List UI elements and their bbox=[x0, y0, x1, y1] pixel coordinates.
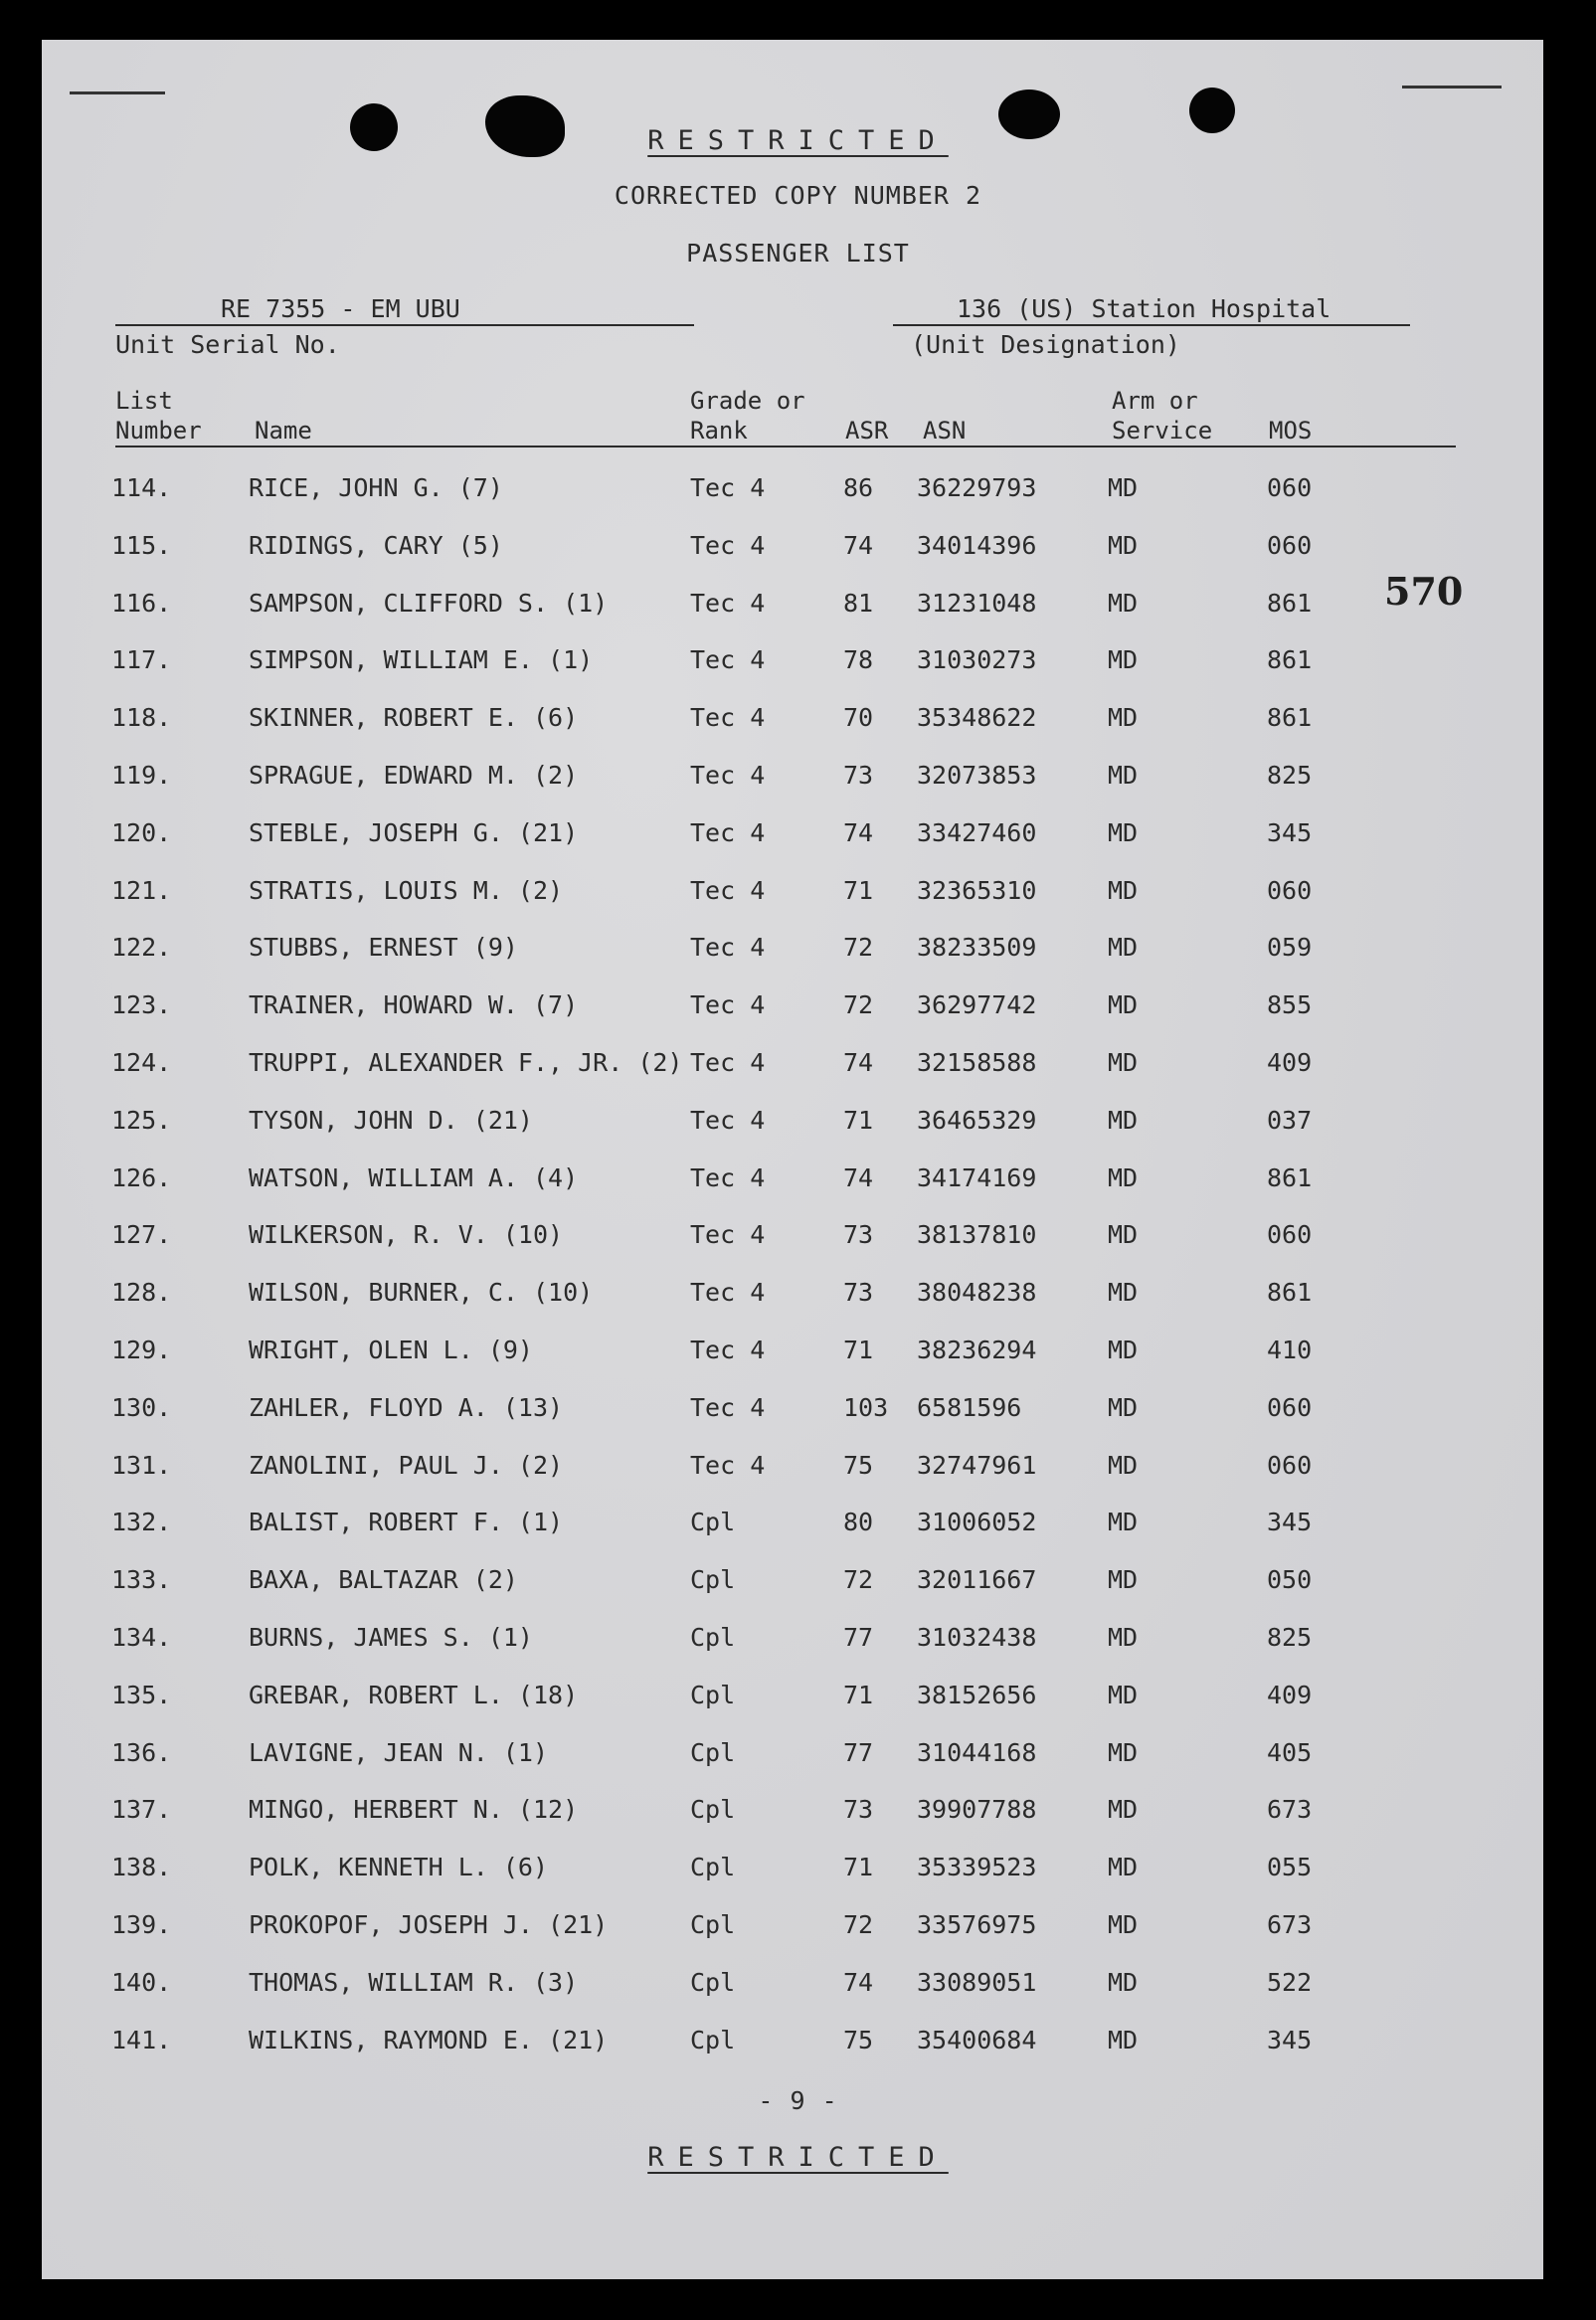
table-row bbox=[0, 1393, 1596, 1433]
col-header-list-number-line2: Number bbox=[115, 417, 202, 445]
passenger-name-cell: WILSON, BURNER, C. (10) bbox=[249, 1278, 594, 1308]
table-row bbox=[0, 1738, 1596, 1778]
arm-service-cell: MD bbox=[1108, 990, 1139, 1020]
mos-cell: 345 bbox=[1267, 2025, 1313, 2054]
mos-cell: 059 bbox=[1267, 933, 1313, 963]
asr-cell: 71 bbox=[843, 1680, 874, 1709]
page-stamp-number: 570 bbox=[1384, 569, 1464, 614]
asr-cell: 72 bbox=[843, 1565, 874, 1595]
arm-service-cell: MD bbox=[1108, 1795, 1139, 1825]
asn-cell: 39907788 bbox=[917, 1795, 1037, 1825]
asr-cell: 71 bbox=[843, 1336, 874, 1364]
list-number-cell: 134. bbox=[111, 1623, 172, 1652]
grade-cell: Cpl bbox=[690, 1795, 736, 1825]
asn-cell: 32365310 bbox=[917, 875, 1037, 905]
asn-cell: 35339523 bbox=[917, 1853, 1037, 1882]
arm-service-cell: MD bbox=[1108, 1508, 1139, 1537]
asr-cell: 81 bbox=[843, 588, 874, 618]
unit-serial-label: Unit Serial No. bbox=[115, 330, 340, 359]
table-row bbox=[0, 589, 1596, 628]
passenger-name-cell: WILKERSON, R. V. (10) bbox=[249, 1220, 564, 1250]
mos-cell: 060 bbox=[1267, 473, 1313, 502]
list-number-cell: 139. bbox=[111, 1910, 172, 1939]
asn-cell: 32747961 bbox=[917, 1450, 1037, 1480]
grade-cell: Tec 4 bbox=[690, 990, 766, 1020]
arm-service-cell: MD bbox=[1108, 703, 1139, 733]
mos-cell: 861 bbox=[1267, 1278, 1313, 1308]
asn-cell: 31032438 bbox=[917, 1623, 1037, 1652]
grade-cell: Tec 4 bbox=[690, 1048, 766, 1077]
table-row bbox=[0, 1220, 1596, 1260]
grade-cell: Cpl bbox=[690, 1508, 736, 1537]
mos-cell: 522 bbox=[1267, 1967, 1313, 1997]
asn-cell: 35400684 bbox=[917, 2025, 1037, 2054]
asn-cell: 31006052 bbox=[917, 1508, 1037, 1537]
asn-cell: 38048238 bbox=[917, 1278, 1037, 1308]
asr-cell: 74 bbox=[843, 817, 874, 847]
grade-cell: Cpl bbox=[690, 1853, 736, 1882]
asr-cell: 74 bbox=[843, 530, 874, 560]
table-row bbox=[0, 1910, 1596, 1950]
arm-service-cell: MD bbox=[1108, 1392, 1139, 1422]
mos-cell: 861 bbox=[1267, 1162, 1313, 1192]
mos-cell: 405 bbox=[1267, 1737, 1313, 1767]
asn-cell: 35348622 bbox=[917, 703, 1037, 733]
edge-mark-left bbox=[70, 91, 165, 94]
asr-cell: 71 bbox=[843, 1105, 874, 1135]
passenger-name-cell: LAVIGNE, JEAN N. (1) bbox=[249, 1737, 549, 1767]
asn-cell: 31044168 bbox=[917, 1737, 1037, 1767]
passenger-name-cell: ZAHLER, FLOYD A. (13) bbox=[249, 1392, 564, 1422]
list-number-cell: 124. bbox=[111, 1048, 172, 1077]
grade-cell: Cpl bbox=[690, 1737, 736, 1767]
list-number-cell: 141. bbox=[111, 2025, 172, 2054]
passenger-name-cell: POLK, KENNETH L. (6) bbox=[249, 1853, 549, 1882]
arm-service-cell: MD bbox=[1108, 1853, 1139, 1882]
passenger-name-cell: GREBAR, ROBERT L. (18) bbox=[249, 1680, 579, 1709]
asn-cell: 32011667 bbox=[917, 1565, 1037, 1595]
list-number-cell: 123. bbox=[111, 990, 172, 1020]
mos-cell: 409 bbox=[1267, 1680, 1313, 1709]
mos-cell: 037 bbox=[1267, 1105, 1313, 1135]
passenger-name-cell: RIDINGS, CARY (5) bbox=[249, 530, 503, 560]
asn-cell: 34174169 bbox=[917, 1162, 1037, 1192]
passenger-name-cell: SPRAGUE, EDWARD M. (2) bbox=[249, 761, 579, 790]
mos-cell: 060 bbox=[1267, 1392, 1313, 1422]
asr-cell: 71 bbox=[843, 875, 874, 905]
mos-cell: 855 bbox=[1267, 990, 1313, 1020]
list-number-cell: 135. bbox=[111, 1680, 172, 1709]
classification-header: RESTRICTED bbox=[647, 125, 949, 156]
list-number-cell: 115. bbox=[111, 530, 172, 560]
asr-cell: 73 bbox=[843, 1278, 874, 1308]
page-number: - 9 - bbox=[758, 2086, 838, 2115]
asr-cell: 74 bbox=[843, 1048, 874, 1077]
column-header-rule bbox=[115, 446, 1456, 447]
mos-cell: 861 bbox=[1267, 645, 1313, 675]
asn-cell: 36465329 bbox=[917, 1105, 1037, 1135]
table-row bbox=[0, 1278, 1596, 1318]
asr-cell: 72 bbox=[843, 1910, 874, 1939]
passenger-name-cell: SAMPSON, CLIFFORD S. (1) bbox=[249, 588, 609, 618]
list-number-cell: 130. bbox=[111, 1392, 172, 1422]
mos-cell: 060 bbox=[1267, 1450, 1313, 1480]
arm-service-cell: MD bbox=[1108, 588, 1139, 618]
mos-cell: 410 bbox=[1267, 1336, 1313, 1364]
arm-service-cell: MD bbox=[1108, 1278, 1139, 1308]
arm-service-cell: MD bbox=[1108, 1048, 1139, 1077]
passenger-name-cell: TYSON, JOHN D. (21) bbox=[249, 1105, 533, 1135]
table-row bbox=[0, 1048, 1596, 1088]
arm-service-cell: MD bbox=[1108, 1967, 1139, 1997]
grade-cell: Cpl bbox=[690, 1565, 736, 1595]
asr-cell: 73 bbox=[843, 1220, 874, 1250]
table-row bbox=[0, 1106, 1596, 1146]
asr-cell: 71 bbox=[843, 1853, 874, 1882]
mos-cell: 825 bbox=[1267, 761, 1313, 790]
asn-cell: 36229793 bbox=[917, 473, 1037, 502]
arm-service-cell: MD bbox=[1108, 1336, 1139, 1364]
asr-cell: 75 bbox=[843, 1450, 874, 1480]
table-row bbox=[0, 1451, 1596, 1491]
passenger-name-cell: SIMPSON, WILLIAM E. (1) bbox=[249, 645, 594, 675]
list-number-cell: 118. bbox=[111, 703, 172, 733]
col-header-arm-line2: Service bbox=[1112, 417, 1213, 445]
arm-service-cell: MD bbox=[1108, 817, 1139, 847]
list-number-cell: 121. bbox=[111, 875, 172, 905]
list-number-cell: 116. bbox=[111, 588, 172, 618]
passenger-name-cell: RICE, JOHN G. (7) bbox=[249, 473, 503, 502]
table-row bbox=[0, 473, 1596, 513]
list-number-cell: 127. bbox=[111, 1220, 172, 1250]
table-row bbox=[0, 703, 1596, 743]
asn-cell: 31030273 bbox=[917, 645, 1037, 675]
asn-cell: 33576975 bbox=[917, 1910, 1037, 1939]
table-row bbox=[0, 761, 1596, 801]
list-number-cell: 119. bbox=[111, 761, 172, 790]
copy-number-label: CORRECTED COPY NUMBER 2 bbox=[614, 181, 982, 210]
grade-cell: Tec 4 bbox=[690, 817, 766, 847]
arm-service-cell: MD bbox=[1108, 1623, 1139, 1652]
grade-cell: Cpl bbox=[690, 1623, 736, 1652]
mos-cell: 050 bbox=[1267, 1565, 1313, 1595]
passenger-name-cell: THOMAS, WILLIAM R. (3) bbox=[249, 1967, 579, 1997]
mos-cell: 861 bbox=[1267, 703, 1313, 733]
list-number-cell: 138. bbox=[111, 1853, 172, 1882]
passenger-name-cell: STUBBS, ERNEST (9) bbox=[249, 933, 518, 963]
table-row bbox=[0, 1623, 1596, 1663]
col-header-arm bbox=[1112, 386, 1212, 446]
grade-cell: Tec 4 bbox=[690, 530, 766, 560]
asr-cell: 74 bbox=[843, 1162, 874, 1192]
asn-cell: 33089051 bbox=[917, 1967, 1037, 1997]
col-header-mos: MOS bbox=[1269, 417, 1313, 445]
arm-service-cell: MD bbox=[1108, 1910, 1139, 1939]
table-row bbox=[0, 933, 1596, 973]
grade-cell: Cpl bbox=[690, 2025, 736, 2054]
list-number-cell: 126. bbox=[111, 1162, 172, 1192]
table-row bbox=[0, 990, 1596, 1030]
mos-cell: 409 bbox=[1267, 1048, 1313, 1077]
unit-serial-value: RE 7355 - EM UBU bbox=[221, 294, 460, 323]
grade-cell: Tec 4 bbox=[690, 933, 766, 963]
edge-mark-right bbox=[1402, 86, 1502, 89]
table-row bbox=[0, 1163, 1596, 1203]
mos-cell: 825 bbox=[1267, 1623, 1313, 1652]
arm-service-cell: MD bbox=[1108, 2025, 1139, 2054]
mos-cell: 861 bbox=[1267, 588, 1313, 618]
col-header-asr: ASR bbox=[845, 417, 889, 445]
list-number-cell: 131. bbox=[111, 1450, 172, 1480]
table-row bbox=[0, 1853, 1596, 1892]
table-row bbox=[0, 1968, 1596, 2008]
arm-service-cell: MD bbox=[1108, 1220, 1139, 1250]
col-header-name: Name bbox=[255, 417, 312, 445]
asr-cell: 78 bbox=[843, 645, 874, 675]
mos-cell: 060 bbox=[1267, 1220, 1313, 1250]
passenger-name-cell: SKINNER, ROBERT E. (6) bbox=[249, 703, 579, 733]
asn-cell: 32158588 bbox=[917, 1048, 1037, 1077]
mos-cell: 345 bbox=[1267, 817, 1313, 847]
list-number-cell: 114. bbox=[111, 473, 172, 502]
list-number-cell: 132. bbox=[111, 1508, 172, 1537]
unit-designation-label: (Unit Designation) bbox=[911, 330, 1180, 359]
asn-cell: 34014396 bbox=[917, 530, 1037, 560]
list-number-cell: 129. bbox=[111, 1336, 172, 1364]
arm-service-cell: MD bbox=[1108, 875, 1139, 905]
col-header-grade-line2: Rank bbox=[690, 417, 748, 445]
grade-cell: Cpl bbox=[690, 1680, 736, 1709]
grade-cell: Tec 4 bbox=[690, 703, 766, 733]
asr-cell: 77 bbox=[843, 1623, 874, 1652]
mos-cell: 345 bbox=[1267, 1508, 1313, 1537]
list-number-cell: 122. bbox=[111, 933, 172, 963]
mos-cell: 055 bbox=[1267, 1853, 1313, 1882]
arm-service-cell: MD bbox=[1108, 473, 1139, 502]
asr-cell: 73 bbox=[843, 1795, 874, 1825]
passenger-name-cell: MINGO, HERBERT N. (12) bbox=[249, 1795, 579, 1825]
list-number-cell: 140. bbox=[111, 1967, 172, 1997]
col-header-grade bbox=[690, 386, 805, 446]
asn-cell: 38233509 bbox=[917, 933, 1037, 963]
arm-service-cell: MD bbox=[1108, 761, 1139, 790]
grade-cell: Tec 4 bbox=[690, 761, 766, 790]
grade-cell: Tec 4 bbox=[690, 875, 766, 905]
passenger-name-cell: BALIST, ROBERT F. (1) bbox=[249, 1508, 564, 1537]
arm-service-cell: MD bbox=[1108, 1450, 1139, 1480]
arm-service-cell: MD bbox=[1108, 1737, 1139, 1767]
mos-cell: 673 bbox=[1267, 1795, 1313, 1825]
asn-cell: 6581596 bbox=[917, 1392, 1022, 1422]
table-row bbox=[0, 1336, 1596, 1375]
asn-cell: 38236294 bbox=[917, 1336, 1037, 1364]
grade-cell: Tec 4 bbox=[690, 1392, 766, 1422]
arm-service-cell: MD bbox=[1108, 933, 1139, 963]
grade-cell: Cpl bbox=[690, 1967, 736, 1997]
passenger-name-cell: STRATIS, LOUIS M. (2) bbox=[249, 875, 564, 905]
table-row bbox=[0, 1508, 1596, 1547]
passenger-name-cell: WILKINS, RAYMOND E. (21) bbox=[249, 2025, 609, 2054]
asr-cell: 75 bbox=[843, 2025, 874, 2054]
col-header-grade-line1: Grade or bbox=[690, 387, 805, 415]
grade-cell: Tec 4 bbox=[690, 473, 766, 502]
asr-cell: 80 bbox=[843, 1508, 874, 1537]
list-number-cell: 136. bbox=[111, 1737, 172, 1767]
mos-cell: 060 bbox=[1267, 875, 1313, 905]
arm-service-cell: MD bbox=[1108, 1565, 1139, 1595]
table-row bbox=[0, 818, 1596, 858]
unit-designation-value: 136 (US) Station Hospital bbox=[957, 294, 1331, 323]
passenger-name-cell: WATSON, WILLIAM A. (4) bbox=[249, 1162, 579, 1192]
grade-cell: Tec 4 bbox=[690, 645, 766, 675]
table-row bbox=[0, 645, 1596, 685]
list-number-cell: 133. bbox=[111, 1565, 172, 1595]
list-number-cell: 125. bbox=[111, 1105, 172, 1135]
unit-serial-underline bbox=[115, 324, 694, 326]
col-header-arm-line1: Arm or bbox=[1112, 387, 1198, 415]
list-number-cell: 137. bbox=[111, 1795, 172, 1825]
col-header-asn: ASN bbox=[923, 417, 967, 445]
arm-service-cell: MD bbox=[1108, 1105, 1139, 1135]
unit-designation-underline bbox=[893, 324, 1410, 326]
passenger-name-cell: WRIGHT, OLEN L. (9) bbox=[249, 1336, 533, 1364]
grade-cell: Tec 4 bbox=[690, 588, 766, 618]
col-header-list-number bbox=[115, 386, 202, 446]
mos-cell: 060 bbox=[1267, 530, 1313, 560]
table-row bbox=[0, 1681, 1596, 1720]
asr-cell: 74 bbox=[843, 1967, 874, 1997]
grade-cell: Tec 4 bbox=[690, 1336, 766, 1364]
table-row bbox=[0, 876, 1596, 916]
classification-footer: RESTRICTED bbox=[647, 2142, 949, 2173]
passenger-name-cell: BURNS, JAMES S. (1) bbox=[249, 1623, 533, 1652]
asn-cell: 38137810 bbox=[917, 1220, 1037, 1250]
asr-cell: 72 bbox=[843, 990, 874, 1020]
asr-cell: 77 bbox=[843, 1737, 874, 1767]
arm-service-cell: MD bbox=[1108, 1680, 1139, 1709]
grade-cell: Cpl bbox=[690, 1910, 736, 1939]
asn-cell: 32073853 bbox=[917, 761, 1037, 790]
grade-cell: Tec 4 bbox=[690, 1278, 766, 1308]
asn-cell: 38152656 bbox=[917, 1680, 1037, 1709]
asr-cell: 70 bbox=[843, 703, 874, 733]
asr-cell: 86 bbox=[843, 473, 874, 502]
passenger-name-cell: TRUPPI, ALEXANDER F., JR. (2) bbox=[249, 1048, 683, 1077]
asn-cell: 33427460 bbox=[917, 817, 1037, 847]
list-number-cell: 117. bbox=[111, 645, 172, 675]
table-row bbox=[0, 531, 1596, 571]
arm-service-cell: MD bbox=[1108, 1162, 1139, 1192]
list-number-cell: 128. bbox=[111, 1278, 172, 1308]
grade-cell: Tec 4 bbox=[690, 1220, 766, 1250]
asr-cell: 72 bbox=[843, 933, 874, 963]
asn-cell: 31231048 bbox=[917, 588, 1037, 618]
table-row bbox=[0, 1795, 1596, 1835]
asr-cell: 103 bbox=[843, 1392, 889, 1422]
table-row bbox=[0, 1565, 1596, 1605]
passenger-name-cell: TRAINER, HOWARD W. (7) bbox=[249, 990, 579, 1020]
arm-service-cell: MD bbox=[1108, 530, 1139, 560]
passenger-name-cell: ZANOLINI, PAUL J. (2) bbox=[249, 1450, 564, 1480]
passenger-name-cell: PROKOPOF, JOSEPH J. (21) bbox=[249, 1910, 609, 1939]
passenger-name-cell: BAXA, BALTAZAR (2) bbox=[249, 1565, 518, 1595]
grade-cell: Tec 4 bbox=[690, 1162, 766, 1192]
asr-cell: 73 bbox=[843, 761, 874, 790]
arm-service-cell: MD bbox=[1108, 645, 1139, 675]
grade-cell: Tec 4 bbox=[690, 1105, 766, 1135]
grade-cell: Tec 4 bbox=[690, 1450, 766, 1480]
table-row bbox=[0, 2026, 1596, 2065]
mos-cell: 673 bbox=[1267, 1910, 1313, 1939]
col-header-list-number-line1: List bbox=[115, 387, 173, 415]
list-title: PASSENGER LIST bbox=[686, 239, 910, 268]
asn-cell: 36297742 bbox=[917, 990, 1037, 1020]
passenger-name-cell: STEBLE, JOSEPH G. (21) bbox=[249, 817, 579, 847]
list-number-cell: 120. bbox=[111, 817, 172, 847]
